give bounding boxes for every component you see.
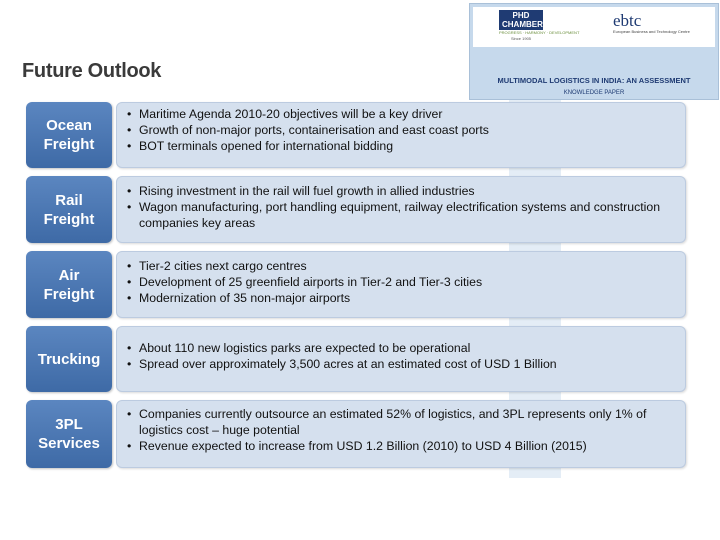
bullet-item: • Spread over approximately 3,500 acres at an estimated cost of USD 1 Billion: [139, 356, 677, 372]
bullet-item: • Modernization of 35 non-major airports: [139, 290, 677, 306]
bullet-item: • About 110 new logistics parks are expected to be operational: [139, 340, 677, 356]
row-label: Ocean Freight: [26, 102, 112, 168]
bullet-item: • Wagon manufacturing, port handling equipment, railway electrification systems and construction companies key areas: [139, 199, 677, 231]
bullet-item: • Growth of non-major ports, containerisation and east coast ports: [139, 122, 677, 138]
logo-strip: [473, 7, 715, 47]
phd-chamber-since: Since 1905: [511, 36, 532, 41]
row-body: [116, 400, 686, 468]
bullet-item: • Revenue expected to increase from USD 1.2 Billion (2010) to USD 4 Billion (2015): [139, 438, 677, 454]
row-3pl-services: [26, 400, 686, 468]
row-body: [116, 176, 686, 243]
bullet-item: • Tier-2 cities next cargo centres: [139, 258, 677, 274]
bullet-item: • Companies currently outsource an estimated 52% of logistics, and 3PL represents only 1% of logistics cost – huge potential: [139, 406, 677, 438]
bullet-item: • Development of 25 greenfield airports in Tier-2 and Tier-3 cities: [139, 274, 677, 290]
ebtc-subtitle: European Business and Technology Centre: [613, 29, 690, 34]
row-body: [116, 102, 686, 168]
row-label: Air Freight: [26, 251, 112, 318]
bullet-item: • Maritime Agenda 2010-20 objectives will be a key driver: [139, 106, 677, 122]
row-ocean-freight: [26, 102, 686, 168]
phd-chamber-name: PHD CHAMBER: [499, 10, 543, 30]
ebtc-logo: [613, 12, 713, 34]
row-label: 3PL Services: [26, 400, 112, 468]
report-subtitle: KNOWLEDGE PAPER: [563, 90, 625, 96]
row-label: Trucking: [26, 326, 112, 392]
bullet-item: • BOT terminals opened for international bidding: [139, 138, 677, 154]
outlook-rows: [26, 102, 686, 476]
row-trucking: [26, 326, 686, 392]
page-title: Future Outlook: [22, 60, 162, 82]
phd-chamber-tagline: PROGRESS · HARMONY · DEVELOPMENT: [499, 30, 580, 35]
report-header-banner: [469, 3, 719, 100]
bullet-item: • Rising investment in the rail will fuel growth in allied industries: [139, 183, 677, 199]
row-body: [116, 326, 686, 392]
ebtc-name: ebtc: [613, 11, 642, 30]
report-title: MULTIMODAL LOGISTICS IN INDIA: AN ASSESSMENT: [497, 76, 691, 85]
row-body: [116, 251, 686, 318]
row-rail-freight: [26, 176, 686, 243]
row-air-freight: [26, 251, 686, 318]
row-label: Rail Freight: [26, 176, 112, 243]
phd-chamber-logo: [499, 10, 579, 41]
